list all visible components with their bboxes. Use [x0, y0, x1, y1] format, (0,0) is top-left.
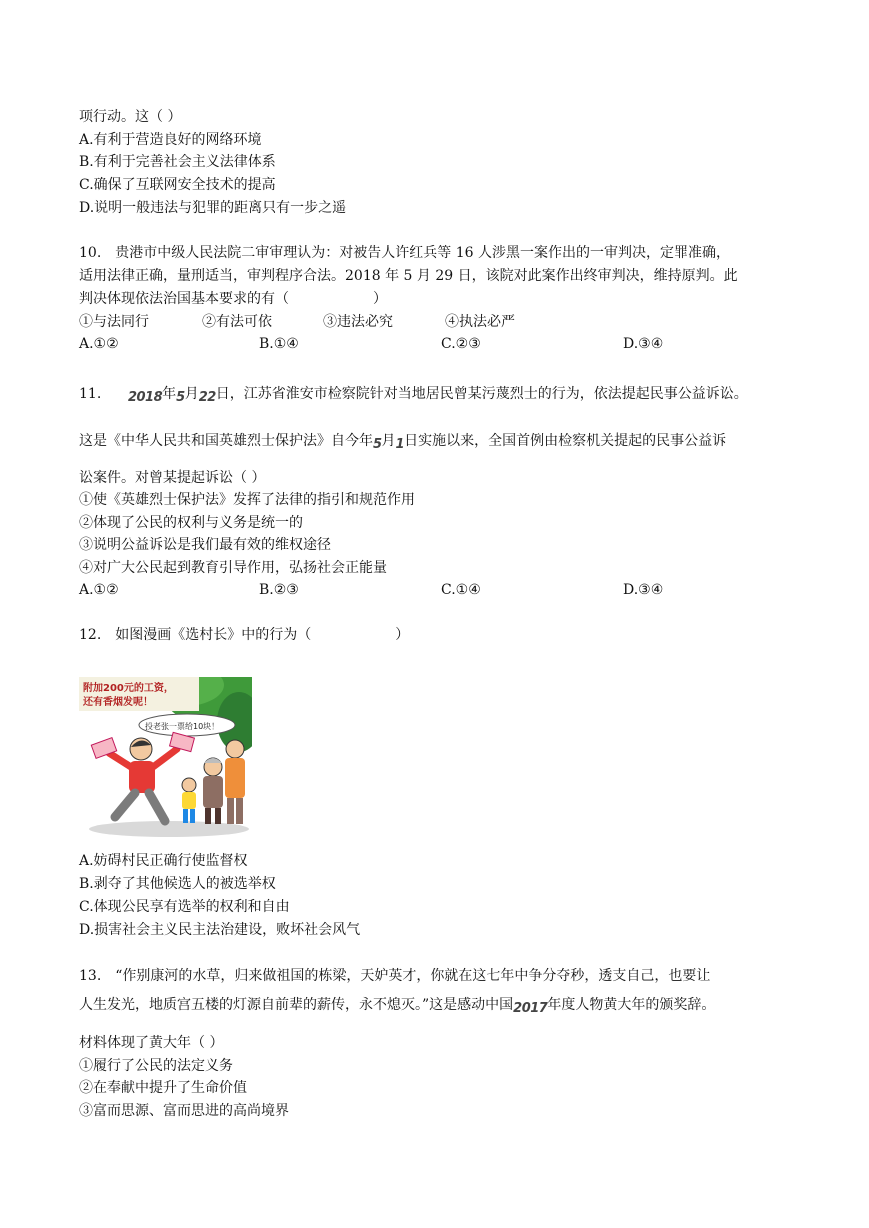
- q10-item-3: ③违法必究: [323, 314, 393, 330]
- cartoon-image: [79, 677, 252, 839]
- q12-option-c: C.体现公民享有选举的权利和自由: [79, 899, 290, 915]
- q9-option-d: D.说明一般违法与犯罪的距离只有一步之遥: [79, 200, 347, 216]
- q11-item-4: ④对广大公民起到教育引导作用，弘扬社会正能量: [79, 560, 387, 576]
- q13-item-3: ③富而思源、富而思进的高尚境界: [79, 1103, 289, 1119]
- q9-option-a: A.有利于营造良好的网络环境: [79, 132, 262, 148]
- q11-item-3: ③说明公益诉讼是我们最有效的维权途径: [79, 537, 331, 553]
- q11-options: [79, 580, 809, 600]
- q13-line-1: 13. “作别康河的水草，归来做祖国的栋梁，天妒英才，你就在这七年中争分夺秒，透支自己，也要让: [79, 968, 711, 984]
- cartoon-caption-line-1: 附加200元的工资，: [83, 683, 174, 694]
- q9-option-b: B.有利于完善社会主义法律体系: [79, 154, 276, 170]
- q12-option-a: A.妨碍村民正确行使监督权: [79, 853, 248, 869]
- q11-line-2: 这是《中华人民共和国英雄烈士保护法》自今年5月1日实施以来，全国首例由检察机关提起的民事公益诉: [79, 431, 726, 451]
- q9-stem-end: 项行动。这（ ）: [79, 109, 182, 125]
- q10-option-c: C.②③: [441, 336, 481, 352]
- q11-option-d: D.③④: [623, 582, 664, 598]
- q13-line-3: 材料体现了黄大年（ ）: [79, 1035, 224, 1051]
- q10-option-b: B.①④: [259, 336, 299, 352]
- q13-item-1: ①履行了公民的法定义务: [79, 1058, 233, 1074]
- q11-line-1: 11. 2018年5月22日，江苏省淮安市检察院针对当地居民曾某污蔑烈士的行为，依法提起民事公益诉讼。: [79, 384, 748, 404]
- q11-option-a: A.①②: [79, 582, 119, 598]
- q11-item-2: ②体现了公民的权利与义务是统一的: [79, 515, 303, 531]
- q10-line-3: 判决体现依法治国基本要求的有（ ）: [79, 291, 387, 307]
- q10-item-2: ②有法可依: [202, 314, 272, 330]
- q10-line-1: 10. 贵港市中级人民法院二审审理认为：对被告人许红兵等 16 人涉黑一案作出的一审判决，定罪准确，: [79, 245, 730, 261]
- q11-number: 11.: [79, 386, 102, 402]
- q11-item-1: ①使《英雄烈士保护法》发挥了法律的指引和规范作用: [79, 492, 415, 508]
- q9-option-c: C.确保了互联网安全技术的提高: [79, 177, 276, 193]
- q10-option-d: D.③④: [623, 336, 664, 352]
- cartoon-bubble-text: 投老张一票给10块！: [145, 722, 220, 731]
- q11-year: 2018: [127, 390, 163, 405]
- q10-item-4: ④执法必严: [445, 314, 515, 330]
- q12-option-d: D.损害社会主义民主法治建设，败坏社会风气: [79, 922, 361, 938]
- q11-day-2: 1: [395, 437, 405, 452]
- q10-items: [79, 312, 809, 332]
- q13-line-2: 人生发光，地质宫五楼的灯源自前辈的薪传，永不熄灭。”这是感动中国2017年度人物黄大年的颁奖辞。: [79, 995, 715, 1015]
- q10-line-2: 适用法律正确，量刑适当，审判程序合法。2018 年 5 月 29 日，该院对此案作出终审判决，维持原判。此: [79, 268, 738, 284]
- cartoon-caption-line-2: 还有香烟发呢！: [83, 697, 153, 708]
- q11-month-2: 5: [373, 437, 382, 452]
- q12-option-b: B.剥夺了其他候选人的被选举权: [79, 876, 276, 892]
- q11-option-b: B.②③: [259, 582, 299, 598]
- q10-options: [79, 334, 809, 354]
- q10-option-a: A.①②: [79, 336, 119, 352]
- q13-year: 2017: [513, 1001, 548, 1016]
- q11-option-c: C.①④: [441, 582, 481, 598]
- q11-month: 5: [176, 390, 185, 405]
- q13-item-2: ②在奉献中提升了生命价值: [79, 1080, 247, 1096]
- q11-line-3: 讼案件。对曾某提起诉讼（ ）: [79, 470, 266, 486]
- q12-stem: 12. 如图漫画《选村长》中的行为（ ）: [79, 627, 410, 643]
- q10-item-1: ①与法同行: [79, 314, 149, 330]
- q11-day: 22: [198, 390, 216, 405]
